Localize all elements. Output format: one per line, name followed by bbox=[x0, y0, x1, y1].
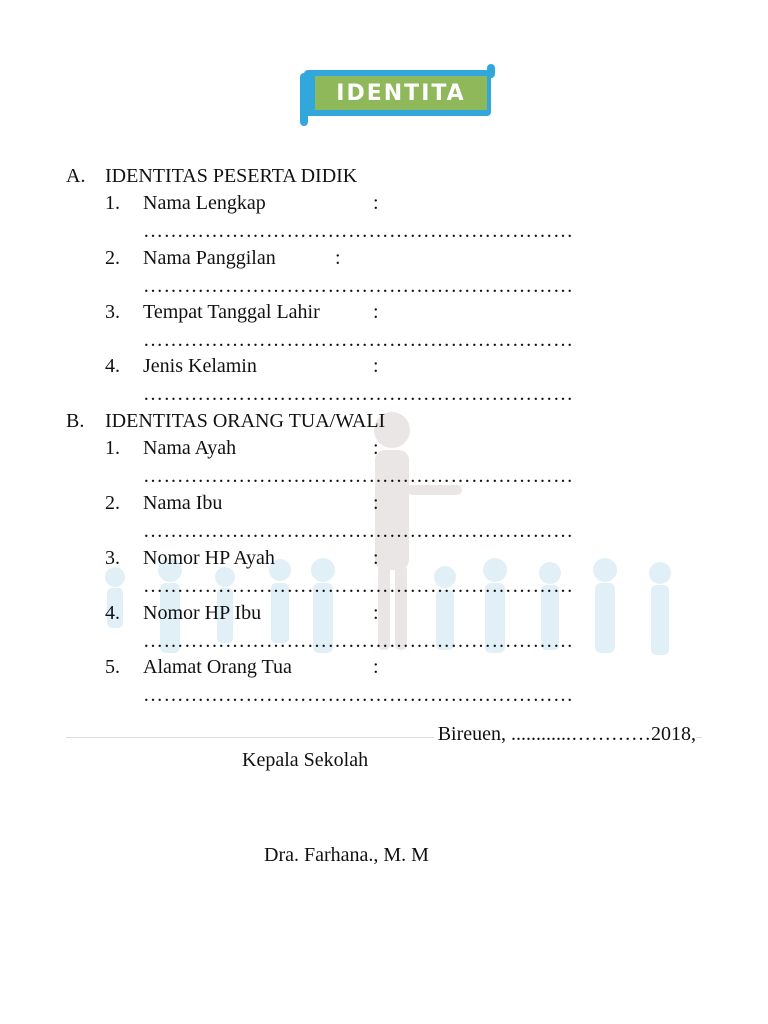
signature-title: Kepala Sekolah bbox=[242, 749, 369, 771]
item-b5-colon: : bbox=[373, 656, 379, 678]
item-b2-number: 2. bbox=[105, 492, 120, 514]
item-b4-colon: : bbox=[373, 602, 379, 624]
item-a4-fill-line: ……………………………………………………… bbox=[143, 383, 574, 405]
section-a-title: IDENTITAS PESERTA DIDIK bbox=[105, 165, 358, 187]
item-b5-fill-line: ……………………………………………………… bbox=[143, 684, 574, 706]
item-a3-fill-line: ……………………………………………………… bbox=[143, 329, 574, 351]
item-a1-fill-line: ……………………………………………………… bbox=[143, 220, 574, 242]
item-a4-label: Jenis Kelamin bbox=[143, 355, 257, 377]
item-b1-colon: : bbox=[373, 437, 379, 459]
item-a1-label: Nama Lengkap bbox=[143, 192, 266, 214]
section-b-title: IDENTITAS ORANG TUA/WALI bbox=[105, 410, 386, 432]
item-a2-label: Nama Panggilan bbox=[143, 247, 276, 269]
item-a4-colon: : bbox=[373, 355, 379, 377]
item-b1-number: 1. bbox=[105, 437, 120, 459]
item-b4-fill-line: ……………………………………………………… bbox=[143, 630, 574, 652]
item-b4-number: 4. bbox=[105, 602, 120, 624]
banner-scroll-right bbox=[487, 64, 495, 78]
item-b5-number: 5. bbox=[105, 656, 120, 678]
item-b3-fill-line: ……………………………………………………… bbox=[143, 575, 574, 597]
item-b2-colon: : bbox=[373, 492, 379, 514]
item-b1-label: Nama Ayah bbox=[143, 437, 237, 459]
section-a-letter: A. bbox=[66, 165, 86, 187]
item-a2-number: 2. bbox=[105, 247, 120, 269]
item-a3-label: Tempat Tanggal Lahir bbox=[143, 301, 320, 323]
item-a3-colon: : bbox=[373, 301, 379, 323]
banner-scroll-left bbox=[300, 73, 308, 126]
item-a2-fill-line: ……………………………………………………… bbox=[143, 275, 574, 297]
item-b1-fill-line: ……………………………………………………… bbox=[143, 465, 574, 487]
item-a1-number: 1. bbox=[105, 192, 120, 214]
item-b4-label: Nomor HP Ibu bbox=[143, 602, 262, 624]
item-a3-number: 3. bbox=[105, 301, 120, 323]
title-banner bbox=[304, 70, 491, 116]
signature-name: Dra. Farhana., M. M bbox=[264, 844, 429, 866]
signature-date-line: Bireuen, ............…………2018, bbox=[434, 721, 696, 747]
banner-title: IDENTITA bbox=[315, 76, 487, 110]
item-b3-colon: : bbox=[373, 547, 379, 569]
item-b3-number: 3. bbox=[105, 547, 120, 569]
item-a4-number: 4. bbox=[105, 355, 120, 377]
item-b5-label: Alamat Orang Tua bbox=[143, 656, 292, 678]
item-a1-colon: : bbox=[373, 192, 379, 214]
item-b3-label: Nomor HP Ayah bbox=[143, 547, 275, 569]
item-b2-fill-line: ……………………………………………………… bbox=[143, 520, 574, 542]
item-b2-label: Nama Ibu bbox=[143, 492, 223, 514]
item-a2-colon: : bbox=[335, 247, 341, 269]
section-b-letter: B. bbox=[66, 410, 85, 432]
